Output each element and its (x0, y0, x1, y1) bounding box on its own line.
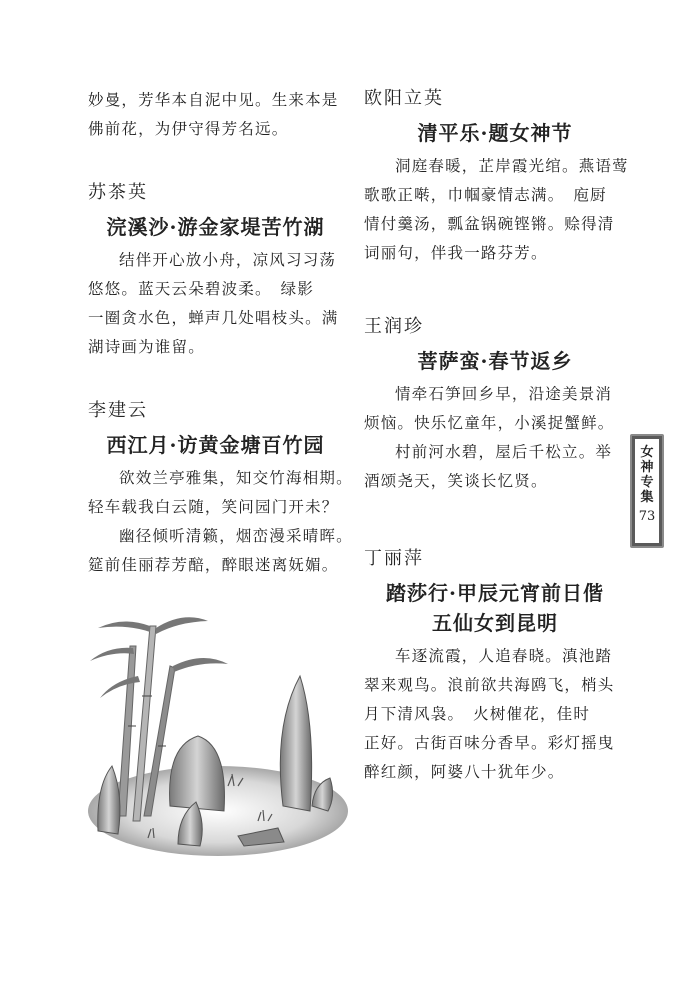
poem-su-chaying (88, 180, 343, 362)
poem-author: 丁丽萍 (364, 548, 424, 569)
poem-title: 西江月·访黄金塘百竹园 (106, 433, 325, 457)
bamboo-shoots-illustration (78, 606, 350, 858)
poem-author: 王润珍 (364, 316, 424, 337)
text-line: 佛前花，为伊守得芳名远。 (88, 120, 289, 138)
poem-author: 苏茶英 (88, 182, 148, 203)
text-line: 幽径倾听清籁，烟峦漫采晴晖。 (119, 527, 353, 545)
poem-wang-runzhen (364, 314, 626, 496)
continued-poem-text (88, 86, 343, 144)
text-line: 筵前佳丽荐芳醅，醉眼迷离妩媚。 (88, 556, 339, 574)
text-line: 酒颂尧天，笑谈长忆贤。 (364, 472, 548, 490)
text-line: 洞庭春暖，芷岸霞光绾。燕语莺 (395, 157, 629, 175)
poem-ouyang-liying (364, 86, 629, 268)
text-line: 词丽句，伴我一路芬芳。 (364, 244, 548, 262)
text-line: 欲效兰亭雅集，知交竹海相期。 (119, 469, 353, 487)
poem-li-jianyun (88, 398, 353, 580)
text-line: 醉红颜，阿婆八十犹年少。 (364, 763, 565, 781)
text-line: 月下清风袅。 火树催花，佳时 (364, 705, 591, 723)
page-number: 73 (638, 509, 656, 524)
left-column (88, 86, 353, 580)
text-line: 烦恼。快乐忆童年，小溪捉蟹鲜。 (364, 414, 615, 432)
text-line: 一圈贪水色，蝉声几处唱枝头。满 (88, 309, 339, 327)
poem-author: 欧阳立英 (364, 88, 444, 109)
text-line: 村前河水碧，屋后千松立。举 (395, 443, 613, 461)
text-line: 翠来观鸟。浪前欲共海鸥飞，梢头 (364, 676, 615, 694)
section-label: 女神专集 (640, 445, 654, 505)
poem-title-line-1: 踏莎行·甲辰元宵前日偕 (386, 581, 604, 605)
poem-ding-liping (364, 546, 626, 787)
text-line: 情付羹汤，瓢盆锅碗铿锵。赊得清 (364, 215, 615, 233)
poem-author: 李建云 (88, 400, 148, 421)
bamboo-leaves (90, 617, 228, 698)
right-column (364, 86, 629, 787)
text-line: 车逐流霞，人追春晓。滇池踏 (395, 647, 613, 665)
text-line: 正好。古街百味分香早。彩灯摇曳 (364, 734, 615, 752)
text-line: 悠悠。蓝天云朵碧波柔。 绿影 (88, 280, 315, 298)
bamboo-shoot-round (170, 736, 225, 811)
text-line: 湖诗画为谁留。 (88, 338, 205, 356)
section-side-tab (630, 434, 664, 548)
text-line: 歌歌正啭，巾帼豪情志满。 庖厨 (364, 186, 607, 204)
poem-title: 清平乐·题女神节 (417, 121, 573, 145)
text-line: 妙曼，芳华本自泥中见。生来本是 (88, 91, 339, 109)
poem-title-line-2: 五仙女到昆明 (432, 611, 558, 635)
poem-title: 浣溪沙·游金家堤苦竹湖 (106, 215, 325, 239)
text-line: 情牵石笋回乡早，沿途美景消 (395, 385, 613, 403)
text-line: 轻车载我白云随，笑问园门开未？ (88, 498, 339, 516)
bamboo-shoot-small (98, 766, 120, 834)
bamboo-shoot-large (280, 676, 311, 811)
text-line: 结伴开心放小舟，凉风习习荡 (119, 251, 337, 269)
poem-title: 菩萨蛮·春节返乡 (417, 349, 573, 373)
